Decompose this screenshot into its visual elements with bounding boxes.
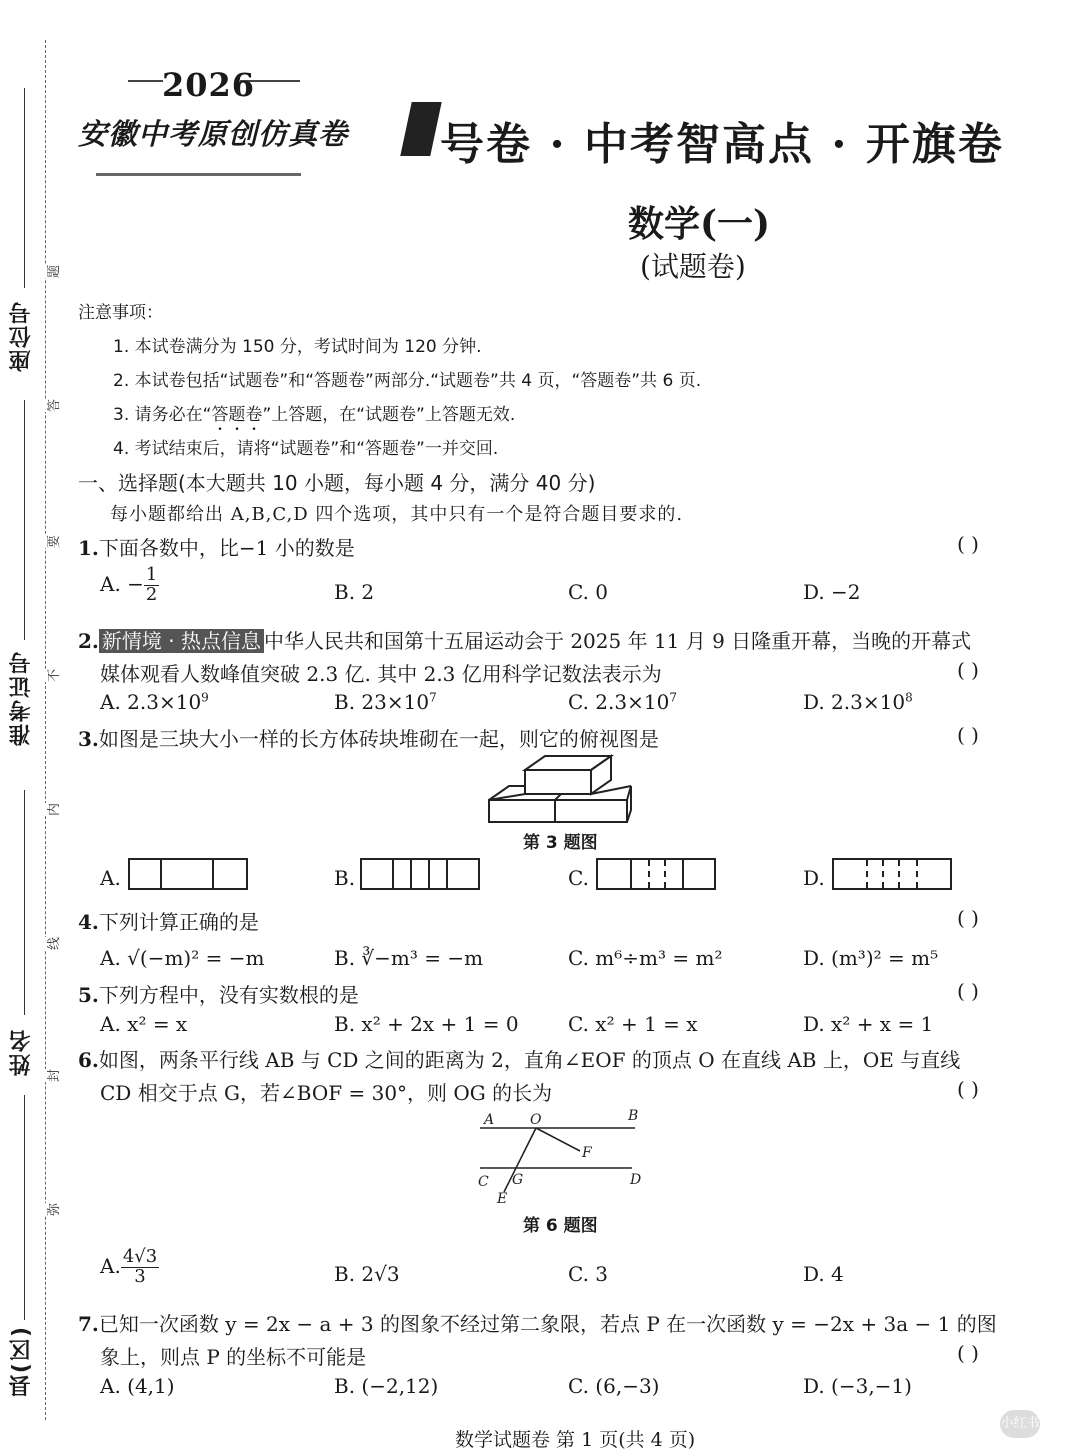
header-year: 2026 bbox=[162, 66, 256, 104]
watermark-badge: 小红书 bbox=[1000, 1410, 1040, 1438]
fraction bbox=[144, 566, 159, 605]
seal-char: 答 bbox=[43, 399, 62, 412]
bricks-figure bbox=[485, 754, 635, 824]
margin-rule bbox=[24, 1095, 25, 1320]
figure-divider bbox=[446, 860, 448, 888]
point-label-O: O bbox=[530, 1112, 542, 1128]
figure-dashed-divider bbox=[916, 860, 918, 888]
exponent: 7 bbox=[669, 690, 677, 705]
question-text: 如图，两条平行线 AB 与 CD 之间的距离为 2，直角∠EOF 的顶点 O 在直线 AB 上，OE 与直线 bbox=[98, 1048, 961, 1072]
question-text: 下列方程中，没有实数根的是 bbox=[98, 983, 359, 1007]
question-text: 中华人民共和国第十五届运动会于 2025 年 11 月 9 日隆重开幕，当晚的开幕式 bbox=[263, 629, 972, 653]
option-c: C. 0 bbox=[568, 580, 609, 604]
seal-char: 弥 bbox=[43, 1203, 62, 1216]
fraction bbox=[121, 1248, 159, 1287]
notice-item: 1. 本试卷满分为 150 分，考试时间为 120 分钟. bbox=[113, 337, 482, 357]
seal-char: 不 bbox=[43, 669, 62, 682]
exponent: 8 bbox=[905, 690, 913, 705]
margin-rule bbox=[24, 400, 25, 640]
seal-char: 要 bbox=[43, 535, 62, 548]
figure-caption: 第 6 题图 bbox=[523, 1216, 598, 1236]
figure-divider bbox=[428, 860, 430, 888]
option-b: B. ∛−m³ = −m bbox=[334, 946, 484, 970]
question-4-stem bbox=[78, 906, 259, 935]
answer-blank: ( ) bbox=[957, 532, 979, 556]
fraction-denominator: 3 bbox=[134, 1265, 146, 1287]
notice-item3-prefix: 3. 请务必在“ bbox=[113, 405, 212, 425]
question-6-stem bbox=[78, 1044, 960, 1073]
option-c: C. 3 bbox=[568, 1262, 609, 1286]
figure-dashed-divider bbox=[648, 860, 650, 888]
question-text: 象上，则点 P 的坐标不可能是 bbox=[100, 1345, 367, 1369]
seal-char: 封 bbox=[43, 1069, 62, 1082]
section-instruction: 每小题都给出 A,B,C,D 四个选项，其中只有一个是符合题目要求的. bbox=[110, 504, 684, 525]
point-label-A: A bbox=[484, 1112, 495, 1128]
option-d: D. 4 bbox=[803, 1262, 844, 1286]
option-text: C. 2.3×10 bbox=[568, 690, 670, 714]
option-d-figure bbox=[832, 858, 952, 890]
option-c: C. bbox=[568, 866, 589, 890]
option-a: A. (4,1) bbox=[100, 1374, 175, 1398]
exam-id-label: 准考证号 bbox=[9, 650, 34, 746]
option-b: B. (−2,12) bbox=[334, 1374, 439, 1398]
parallel-lines-figure bbox=[470, 1104, 650, 1208]
figure-dashed-divider bbox=[866, 860, 868, 888]
point-label-B: B bbox=[628, 1108, 639, 1124]
answer-blank: ( ) bbox=[957, 723, 979, 747]
figure-divider bbox=[410, 860, 412, 888]
option-b: B. x² + 2x + 1 = 0 bbox=[334, 1012, 519, 1036]
figure-divider bbox=[160, 860, 162, 888]
question-7-stem bbox=[78, 1308, 997, 1337]
option-d: D. bbox=[803, 866, 825, 890]
question-text: 媒体观看人数峰值突破 2.3 亿. 其中 2.3 亿用科学记数法表示为 bbox=[100, 662, 662, 686]
margin-rule bbox=[24, 88, 25, 288]
figure-divider bbox=[212, 860, 214, 888]
page-footer: 数学试题卷 第 1 页(共 4 页) bbox=[455, 1429, 696, 1451]
notice-heading: 注意事项： bbox=[78, 303, 163, 323]
option-text: D. 2.3×10 bbox=[803, 690, 906, 714]
option-a-prefix: A. bbox=[100, 1253, 121, 1278]
option-a: A. √(−m)² = −m bbox=[100, 946, 265, 970]
figure-dashed-divider bbox=[664, 860, 666, 888]
notice-item3-rest: ”上答题，在“试题卷”上答题无效. bbox=[262, 405, 516, 425]
county-label: 县(区) bbox=[9, 1325, 34, 1398]
figure-dashed-divider bbox=[898, 860, 900, 888]
figure-caption: 第 3 题图 bbox=[523, 833, 598, 853]
option-a-prefix: A. − bbox=[100, 571, 144, 596]
option-c: C. m⁶÷m³ = m² bbox=[568, 946, 723, 970]
point-label-D: D bbox=[630, 1172, 642, 1188]
question-text: CD 相交于点 G，若∠BOF = 30°，则 OG 的长为 bbox=[100, 1081, 553, 1105]
answer-blank: ( ) bbox=[957, 1077, 979, 1101]
question-number: 2. bbox=[78, 629, 99, 653]
option-c-figure bbox=[596, 858, 716, 890]
option-c bbox=[568, 690, 677, 714]
header-subtitle: 安徽中考原创仿真卷 bbox=[78, 117, 349, 151]
notice-item bbox=[113, 400, 515, 435]
hot-topic-tag: 新情境 · 热点信息 bbox=[99, 629, 264, 653]
question-number: 7. bbox=[78, 1312, 99, 1336]
point-label-G: G bbox=[512, 1172, 524, 1188]
question-text: 已知一次函数 y = 2x − a + 3 的图象不经过第二象限，若点 P 在一次函数 y = −2x + 3a − 1 的图 bbox=[98, 1312, 997, 1336]
answer-blank: ( ) bbox=[957, 979, 979, 1003]
question-number: 3. bbox=[78, 727, 99, 751]
seat-label: 座位号 bbox=[9, 300, 34, 372]
brand-one-logo bbox=[400, 102, 441, 156]
question-number: 6. bbox=[78, 1048, 99, 1072]
figure-divider bbox=[682, 860, 684, 888]
option-text: A. 2.3×10 bbox=[100, 690, 202, 714]
option-a bbox=[100, 566, 159, 605]
option-a: A. bbox=[100, 866, 121, 890]
option-b: B. 2√3 bbox=[334, 1262, 400, 1286]
option-b-figure bbox=[360, 858, 480, 890]
fraction-denominator: 2 bbox=[145, 583, 158, 605]
margin-rule bbox=[24, 790, 25, 1015]
seal-char: 题 bbox=[43, 265, 62, 278]
header-rule bbox=[128, 80, 163, 82]
figure-divider bbox=[630, 860, 632, 888]
seal-char: 线 bbox=[43, 937, 62, 950]
brand-title: 号卷 · 中考智高点 · 开旗卷 bbox=[440, 119, 1004, 170]
option-a-figure bbox=[128, 858, 248, 890]
paper-subtitle: (试题卷) bbox=[640, 250, 746, 283]
option-b bbox=[334, 690, 437, 714]
question-text: 下面各数中，比−1 小的数是 bbox=[98, 536, 355, 560]
answer-blank: ( ) bbox=[957, 1341, 979, 1365]
option-a bbox=[100, 1248, 159, 1287]
question-text: 下列计算正确的是 bbox=[98, 910, 259, 934]
name-label: 姓名 bbox=[9, 1028, 34, 1076]
option-a bbox=[100, 690, 209, 714]
seal-char: 内 bbox=[43, 803, 62, 816]
option-d: D. (−3,−1) bbox=[803, 1374, 912, 1398]
option-d: D. (m³)² = m⁵ bbox=[803, 946, 939, 970]
figure-divider bbox=[392, 860, 394, 888]
question-5-stem bbox=[78, 979, 359, 1008]
option-d bbox=[803, 690, 913, 714]
point-label-C: C bbox=[478, 1174, 489, 1190]
header-rule bbox=[96, 173, 301, 176]
question-1-stem bbox=[78, 532, 355, 561]
option-d: D. x² + x = 1 bbox=[803, 1012, 934, 1036]
option-c: C. (6,−3) bbox=[568, 1374, 660, 1398]
notice-item3-emphasis: 答题卷 bbox=[211, 405, 263, 425]
question-number: 4. bbox=[78, 910, 99, 934]
question-3-stem bbox=[78, 723, 659, 752]
option-b: B. bbox=[334, 866, 356, 890]
option-text: B. 23×10 bbox=[334, 690, 430, 714]
paper-title: 数学(一) bbox=[628, 203, 771, 245]
exponent: 9 bbox=[201, 690, 209, 705]
question-number: 1. bbox=[78, 536, 99, 560]
point-label-F: F bbox=[582, 1145, 592, 1161]
fraction-numerator: 4√3 bbox=[122, 1246, 158, 1267]
answer-blank: ( ) bbox=[957, 906, 979, 930]
question-2-stem bbox=[78, 625, 971, 654]
exponent: 7 bbox=[429, 690, 437, 705]
option-a: A. x² = x bbox=[100, 1012, 188, 1036]
point-label-E: E bbox=[497, 1191, 508, 1207]
question-text: 如图是三块大小一样的长方体砖块堆砌在一起，则它的俯视图是 bbox=[98, 727, 659, 751]
option-b: B. 2 bbox=[334, 580, 375, 604]
question-number: 5. bbox=[78, 983, 99, 1007]
answer-blank: ( ) bbox=[957, 658, 979, 682]
notice-item: 4. 考试结束后，请将“试题卷”和“答题卷”一并交回. bbox=[113, 439, 499, 459]
section-title: 一、选择题(本大题共 10 小题，每小题 4 分，满分 40 分) bbox=[78, 471, 596, 495]
notice-item: 2. 本试卷包括“试题卷”和“答题卷”两部分.“试题卷”共 4 页，“答题卷”共 6 页. bbox=[113, 371, 702, 391]
fraction-numerator: 1 bbox=[145, 564, 158, 585]
option-d: D. −2 bbox=[803, 580, 861, 604]
figure-dashed-divider bbox=[882, 860, 884, 888]
option-c: C. x² + 1 = x bbox=[568, 1012, 698, 1036]
